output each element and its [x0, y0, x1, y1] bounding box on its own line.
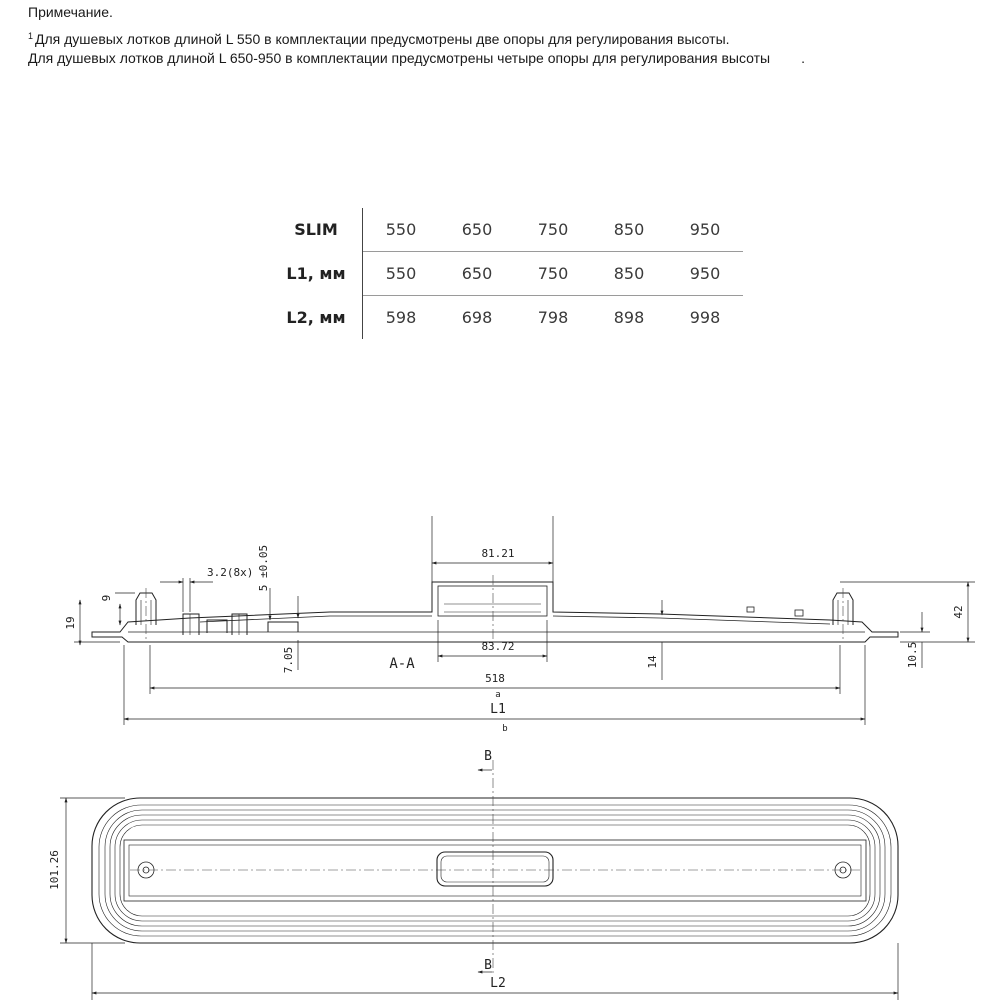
table-cell: 650	[439, 208, 515, 252]
table-cell: 950	[667, 208, 743, 252]
dim-foot-height: 9	[100, 594, 113, 602]
plan-view-outline	[92, 798, 898, 943]
table-cell: 550	[363, 208, 440, 252]
table-cell: 750	[515, 252, 591, 296]
row-header-l2: L2, мм	[270, 296, 363, 340]
dim-outlet-bottom: 83.72	[481, 640, 515, 653]
table-cell: 950	[667, 252, 743, 296]
table-cell: 798	[537, 308, 569, 327]
section-label: A-A	[389, 656, 415, 672]
table-cell: 850	[591, 252, 667, 296]
footnote-mark: 1	[28, 31, 34, 41]
note-title: Примечание.	[28, 4, 113, 20]
dim-step: 5 ±0.05	[257, 544, 270, 592]
note-line-2-tail: .	[801, 50, 805, 66]
table-cell: 750	[515, 208, 591, 252]
dim-l2-label: L2	[490, 976, 506, 991]
table-cell: 898	[613, 308, 645, 327]
dim-flange-height: 10.5	[906, 641, 919, 669]
table-cell: 598	[385, 308, 417, 327]
dim-slot: 3.2(8x)	[207, 566, 254, 579]
dim-l1-label: L1	[490, 702, 506, 717]
dim-span: 518	[485, 672, 505, 685]
note-line-2-text: Для душевых лотков длиной L 650-950 в комплектации предусмотрены четыре опоры для регулирования высоты	[28, 50, 771, 66]
dim-total-height-right: 42	[952, 605, 965, 619]
cut-label-bottom: B	[484, 958, 492, 973]
cross-section-profile	[92, 582, 898, 642]
note-line-1-text: Для душевых лотков длиной L 550 в комплектации предусмотрены две опоры для регулирования высоты.	[35, 31, 730, 47]
dim-mid-height: 14	[646, 655, 659, 669]
section-dimension-texts	[64, 545, 965, 734]
plan-dimension-lines	[60, 770, 898, 1000]
dim-l1-sub-a: a	[495, 690, 501, 700]
table-cell: 850	[591, 208, 667, 252]
section-centerlines	[146, 575, 843, 640]
dim-total-height-left: 19	[64, 616, 77, 630]
row-header-slim: SLIM	[270, 208, 363, 252]
table-cell: 998	[689, 308, 721, 327]
table-cell: 550	[363, 252, 440, 296]
dim-outlet-top: 81.21	[481, 547, 515, 560]
table-cell: 698	[461, 308, 493, 327]
dim-l1-sub-b: b	[502, 724, 508, 734]
cut-label-top: B	[484, 749, 492, 764]
row-header-l1: L1, мм	[270, 252, 363, 296]
dim-base-offset: 7.05	[282, 646, 295, 674]
table-cell: 650	[439, 252, 515, 296]
dim-plan-width: 101.26	[48, 850, 61, 890]
